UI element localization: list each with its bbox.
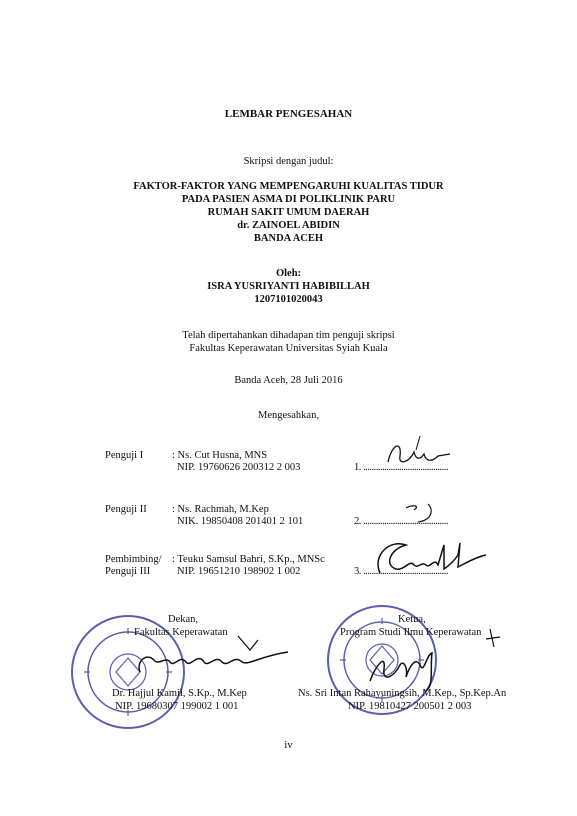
- dean-signature-image: [110, 632, 310, 682]
- examiner-name: : Ns. Cut Husna, MNS: [172, 450, 268, 461]
- thesis-title-line: PADA PASIEN ASMA DI POLIKLINIK PARU: [181, 194, 396, 205]
- thesis-title-line: FAKTOR-FAKTOR YANG MEMPENGARUHI KUALITAS TIDUR: [133, 181, 444, 192]
- thesis-title-line: RUMAH SAKIT UMUM DAERAH: [207, 207, 370, 218]
- page-number: iv: [284, 740, 293, 751]
- head-program: Program Studi Ilmu Keperawatan: [340, 627, 482, 638]
- examiner-nip: NIP. 19760626 200312 2 003: [177, 462, 301, 473]
- dean-nip: NIP. 19680307 199002 1 001: [115, 701, 239, 712]
- page-title: LEMBAR PENGESAHAN: [224, 108, 353, 120]
- examiner-nip: NIK. 19850408 201401 2 101: [177, 516, 304, 527]
- examiner-role-secondary: Penguji III: [105, 566, 151, 577]
- thesis-title-line: dr. ZAINOEL ABIDIN: [237, 220, 340, 231]
- signature-line: 1. ........................................: [354, 462, 448, 473]
- examiner-name: : Teuku Samsul Bahri, S.Kp., MNSc: [172, 554, 325, 565]
- head-name: Ns. Sri Intan Rahayuningsih, M.Kep., Sp.Kep.An: [298, 688, 507, 699]
- examiner-role: Penguji II: [105, 504, 147, 515]
- thesis-intro: Skripsi dengan judul:: [243, 156, 334, 167]
- examiner-role: Penguji I: [105, 450, 144, 461]
- head-title: Ketua,: [398, 614, 426, 625]
- thesis-title-line: BANDA ACEH: [253, 233, 324, 244]
- dean-faculty: Fakultas Keperawatan: [134, 627, 228, 638]
- author-by-label: Oleh:: [275, 268, 302, 279]
- signature-2-image: [400, 498, 440, 528]
- signature-line: 2. ........................................: [354, 516, 448, 527]
- examiner-name: : Ns. Rachmah, M.Kep: [172, 504, 269, 515]
- dean-title: Dekan,: [168, 614, 199, 625]
- place-date: Banda Aceh, 28 Juli 2016: [234, 375, 343, 386]
- author-name: ISRA YUSRIYANTI HABIBILLAH: [207, 281, 370, 292]
- author-nim: 1207101020043: [254, 294, 323, 305]
- dean-name: Dr. Hajjul Kamil, S.Kp., M.Kep: [112, 688, 247, 699]
- examiner-role: Pembimbing/: [105, 554, 162, 565]
- signature-3-image: [370, 535, 490, 583]
- approval-label: Mengesahkan,: [258, 410, 319, 421]
- defense-line: Telah dipertahankan dihadapan tim penguji skripsi: [182, 330, 395, 341]
- examiner-nip: NIP. 19651210 198902 1 002: [177, 566, 301, 577]
- signature-line: 3. ........................................: [354, 566, 448, 577]
- defense-line: Fakultas Keperawatan Universitas Syiah Kuala: [189, 343, 388, 354]
- signature-1-image: [380, 432, 460, 472]
- head-signature-image: [360, 625, 520, 695]
- head-nip: NIP. 19810427 200501 2 003: [348, 701, 472, 712]
